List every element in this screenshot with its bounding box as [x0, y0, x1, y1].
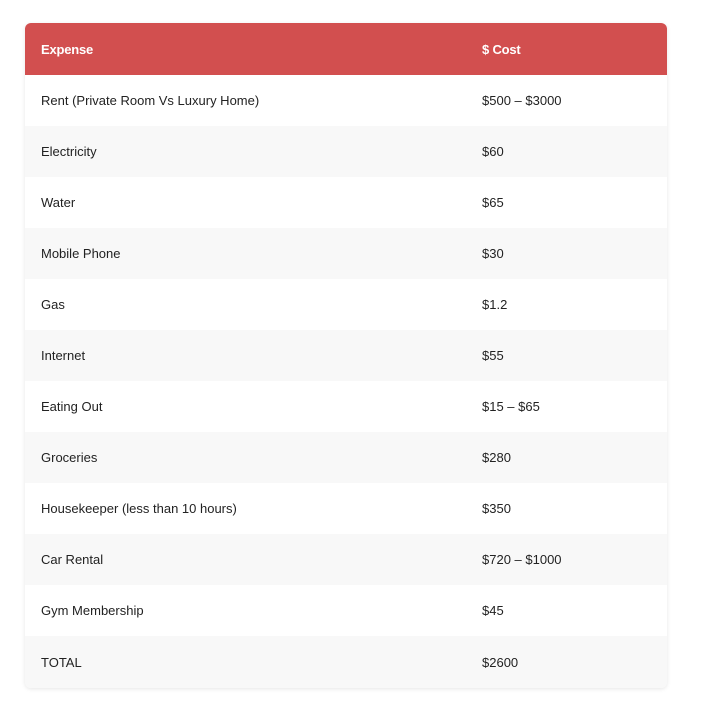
expense-table — [25, 23, 667, 688]
expense-cell: Electricity — [41, 144, 97, 159]
table-row — [25, 432, 667, 483]
cost-cell: $15 – $65 — [482, 399, 540, 414]
total-label: TOTAL — [41, 654, 82, 670]
expense-cell: Internet — [41, 348, 86, 363]
table-row — [25, 177, 667, 228]
cost-cell: $720 – $1000 — [482, 552, 562, 567]
total-row — [25, 636, 667, 688]
table-row — [25, 228, 667, 279]
cost-cell: $65 — [482, 195, 504, 210]
table-row — [25, 585, 667, 636]
table-row — [25, 381, 667, 432]
header-expense: Expense — [41, 41, 94, 57]
expense-cell: Water — [41, 195, 76, 210]
total-value: $2600 — [482, 654, 519, 670]
expense-cell: Housekeeper (less than 10 hours) — [41, 501, 237, 516]
cost-cell: $60 — [482, 144, 504, 159]
table-body — [25, 75, 667, 688]
expense-cell: Gym Membership — [41, 603, 144, 618]
cost-cell: $500 – $3000 — [482, 93, 562, 108]
table-row — [25, 279, 667, 330]
expense-cell: Rent (Private Room Vs Luxury Home) — [41, 93, 260, 108]
table-row — [25, 534, 667, 585]
cost-cell: $30 — [482, 246, 504, 261]
expense-cell: Gas — [41, 297, 65, 312]
table-header-row — [25, 23, 667, 75]
table-row — [25, 330, 667, 381]
cost-cell: $55 — [482, 348, 504, 363]
expense-cell: Car Rental — [41, 552, 104, 567]
cost-cell: $45 — [482, 603, 504, 618]
cost-cell: $280 — [482, 450, 511, 465]
expense-cell: Mobile Phone — [41, 246, 121, 261]
expense-cell: Groceries — [41, 450, 98, 465]
table-row — [25, 483, 667, 534]
cost-cell: $1.2 — [482, 297, 508, 312]
cost-cell: $350 — [482, 501, 511, 516]
table-row — [25, 126, 667, 177]
expense-cell: Eating Out — [41, 399, 103, 414]
table-row — [25, 75, 667, 126]
header-cost: $ Cost — [482, 41, 521, 57]
